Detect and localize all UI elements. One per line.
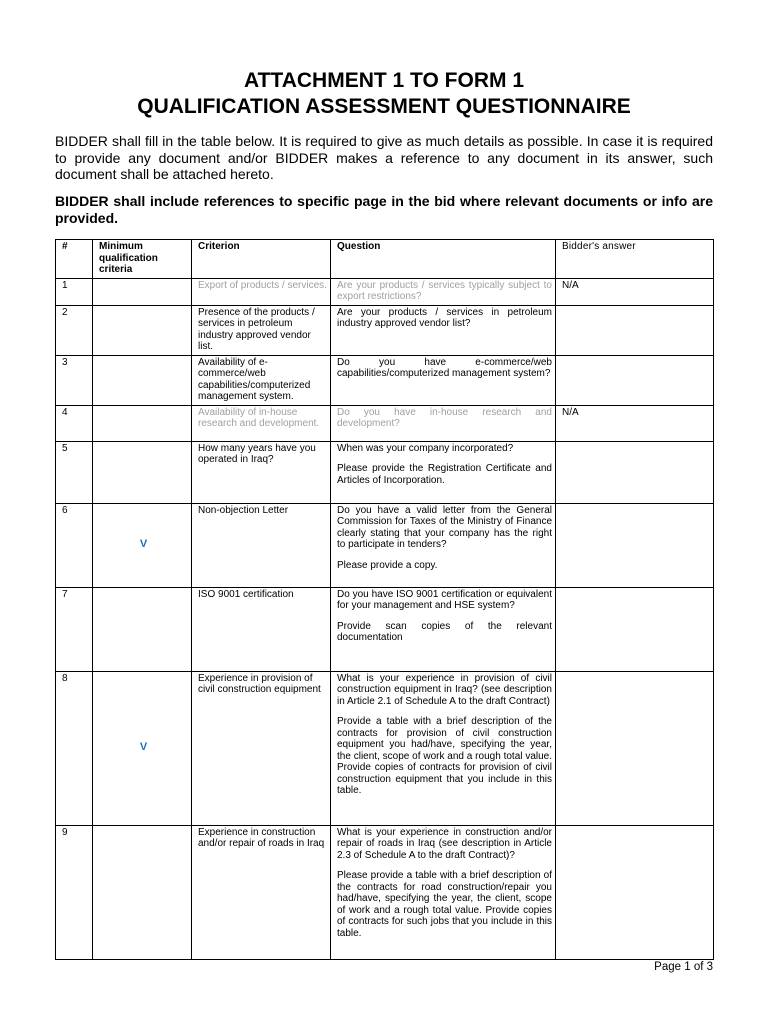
row-min-criteria xyxy=(93,405,192,441)
title-line-1: ATTACHMENT 1 TO FORM 1 xyxy=(244,69,524,92)
question-paragraph: What is your experience in provision of civil construction equipment in Iraq? (see description in Article 2.1 of Schedule A to the draft Contract) xyxy=(337,672,552,707)
question-paragraph: When was your company incorporated? xyxy=(337,442,514,454)
header-num: # xyxy=(56,240,93,279)
row-min-criteria xyxy=(93,825,192,959)
table-row xyxy=(56,587,714,671)
table-row xyxy=(56,278,714,305)
table-row xyxy=(56,305,714,355)
question-paragraph: Please provide the Registration Certificate and Articles of Incorporation. xyxy=(337,463,552,486)
row-num: 2 xyxy=(56,305,93,355)
row-answer xyxy=(556,305,714,355)
row-question xyxy=(331,278,556,305)
table-header-row xyxy=(56,240,714,279)
row-min-criteria xyxy=(93,441,192,503)
question-paragraph: Do you have a valid letter from the General Commission for Taxes of the Ministry of Finance clearly stating that your company has the right to participate in tenders? xyxy=(337,504,552,550)
row-num: 4 xyxy=(56,405,93,441)
question-paragraph: What is your experience in construction and/or repair of roads in Iraq (see description in Article 2.3 of Schedule A to the draft Contract)? xyxy=(337,826,552,861)
row-criterion: Experience in construction and/or repair of roads in Iraq xyxy=(192,825,331,959)
row-question xyxy=(331,825,556,959)
row-answer xyxy=(556,503,714,587)
row-question xyxy=(331,587,556,671)
row-answer xyxy=(556,441,714,503)
title-line-2: QUALIFICATION ASSESSMENT QUESTIONNAIRE xyxy=(137,95,631,118)
header-question: Question xyxy=(331,240,556,279)
intro-paragraph: BIDDER shall fill in the table below. It is required to give as much details as possible. In case it is required to provide any document and/or BIDDER makes a reference to any document in its answer, such document shall be attached hereto. xyxy=(55,133,713,182)
row-question xyxy=(331,305,556,355)
question-paragraph: Do you have e-commerce/web capabilities/computerized management system? xyxy=(337,356,552,379)
row-criterion: Export of products / services. xyxy=(192,278,331,305)
table-row xyxy=(56,355,714,405)
row-num: 7 xyxy=(56,587,93,671)
header-criterion: Criterion xyxy=(192,240,331,279)
note-paragraph: BIDDER shall include references to specific page in the bid where relevant documents or info are provided. xyxy=(55,193,713,226)
row-answer xyxy=(556,587,714,671)
row-answer xyxy=(556,825,714,959)
row-num: 9 xyxy=(56,825,93,959)
row-num: 3 xyxy=(56,355,93,405)
row-question xyxy=(331,355,556,405)
table-row xyxy=(56,441,714,503)
row-min-criteria xyxy=(93,671,192,825)
row-answer xyxy=(556,355,714,405)
question-paragraph: Do you have ISO 9001 certification or equivalent for your management and HSE system? xyxy=(337,588,552,611)
row-question xyxy=(331,441,556,503)
question-paragraph: Please provide a copy. xyxy=(337,559,438,571)
question-paragraph: Are your products / services typically subject to export restrictions? xyxy=(337,279,552,302)
check-mark: V xyxy=(139,537,148,550)
row-criterion: Non-objection Letter xyxy=(192,503,331,587)
row-criterion: Availability of in-house research and development. xyxy=(192,405,331,441)
row-criterion: How many years have you operated in Iraq? xyxy=(192,441,331,503)
table-row xyxy=(56,671,714,825)
row-min-criteria xyxy=(93,278,192,305)
row-num: 8 xyxy=(56,671,93,825)
table-row xyxy=(56,503,714,587)
row-num: 5 xyxy=(56,441,93,503)
row-criterion: Presence of the products / services in petroleum industry approved vendor list. xyxy=(192,305,331,355)
question-paragraph: Please provide a table with a brief description of the contracts for road construction/repair you had/have, specifying the year, the client, scope of work and a rough total value. Provide copies of contracts for such jobs that you include in this table. xyxy=(337,870,552,939)
row-min-criteria xyxy=(93,503,192,587)
questionnaire-table xyxy=(55,239,714,960)
row-num: 6 xyxy=(56,503,93,587)
row-criterion: ISO 9001 certification xyxy=(192,587,331,671)
question-paragraph: Provide scan copies of the relevant documentation xyxy=(337,620,552,643)
row-criterion: Availability of e-commerce/web capabilities/computerized management system. xyxy=(192,355,331,405)
row-min-criteria xyxy=(93,305,192,355)
row-answer: N/A xyxy=(556,278,714,305)
table-row xyxy=(56,825,714,959)
row-criterion: Experience in provision of civil construction equipment xyxy=(192,671,331,825)
page-number: Page 1 of 3 xyxy=(654,961,713,973)
row-question xyxy=(331,671,556,825)
row-num: 1 xyxy=(56,278,93,305)
header-min-criteria: Minimum qualification criteria xyxy=(93,240,192,279)
header-answer: Bidder's answer xyxy=(556,240,714,279)
question-paragraph: Are your products / services in petroleum industry approved vendor list? xyxy=(337,306,552,329)
row-min-criteria xyxy=(93,355,192,405)
question-paragraph: Provide a table with a brief description of the contracts for provision of civil construction equipment you had/have, specifying the year, the client, scope of work and a rough total value. Provide copies of contracts for provision of civil construction equipment that you include in this table. xyxy=(337,716,552,796)
check-mark: V xyxy=(139,740,148,753)
table-row xyxy=(56,405,714,441)
row-answer: N/A xyxy=(556,405,714,441)
row-question xyxy=(331,503,556,587)
question-paragraph: Do you have in-house research and development? xyxy=(337,406,552,429)
row-min-criteria xyxy=(93,587,192,671)
row-question xyxy=(331,405,556,441)
row-answer xyxy=(556,671,714,825)
